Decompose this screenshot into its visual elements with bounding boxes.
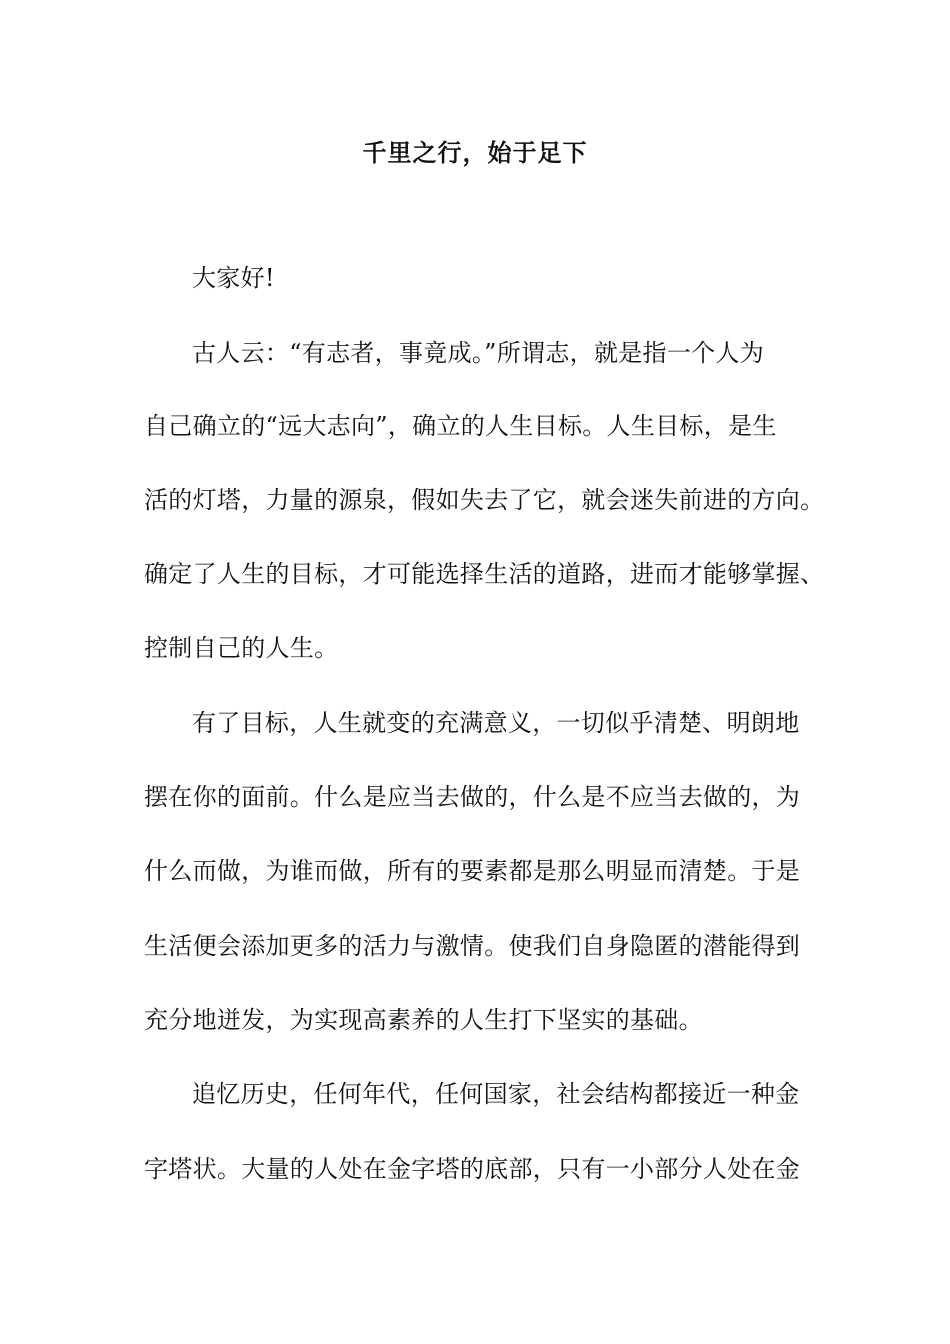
paragraph-2-line-5: 充分地迸发，为实现高素养的人生打下坚实的基础。 xyxy=(144,1006,703,1034)
document-title: 千里之行，始于足下 xyxy=(362,138,588,167)
paragraph-3-line-2: 字塔状。大量的人处在金字塔的底部，只有一小部分人处在金 xyxy=(144,1155,801,1183)
paragraph-2-line-1: 有了目标，人生就变的充满意义，一切似乎清楚、明朗地 xyxy=(192,709,800,737)
paragraph-3-line-1: 追忆历史，任何年代，任何国家，社会结构都接近一种金 xyxy=(192,1080,800,1108)
paragraph-1-line-3: 活的灯塔，力量的源泉，假如失去了它，就会迷失前进的方向。 xyxy=(144,486,825,514)
paragraph-2-line-3: 什么而做，为谁而做，所有的要素都是那么明显而清楚。于是 xyxy=(144,857,801,885)
paragraph-1-line-2: 自己确立的“远大志向”，确立的人生目标。人生目标，是生 xyxy=(144,412,777,440)
paragraph-2-line-2: 摆在你的面前。什么是应当去做的，什么是不应当去做的，为 xyxy=(144,783,801,811)
paragraph-1-line-1: 古人云：“有志者，事竟成。”所谓志，就是指一个人为 xyxy=(192,339,765,367)
paragraph-1-line-5: 控制自己的人生。 xyxy=(144,634,339,662)
greeting-line: 大家好! xyxy=(192,264,275,292)
paragraph-1-line-4: 确定了人生的目标，才可能选择生活的道路，进而才能够掌握、 xyxy=(144,560,825,588)
paragraph-2-line-4: 生活便会添加更多的活力与激情。使我们自身隐匿的潜能得到 xyxy=(144,932,801,960)
